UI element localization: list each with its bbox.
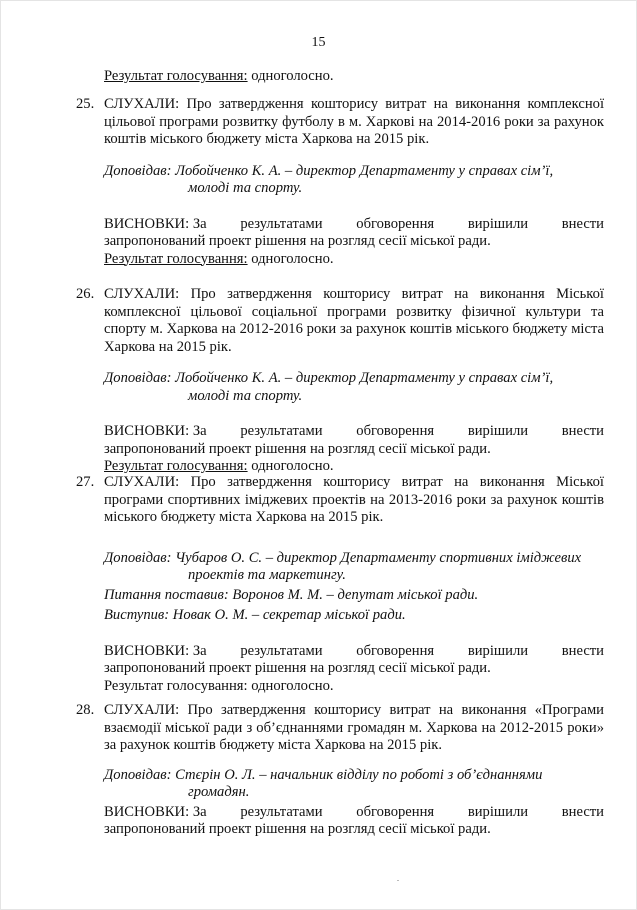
conclusions-word: результатами <box>240 215 323 232</box>
reporter-text: Чубаров О. С. – директор Департаменту спортивних іміджевих <box>175 549 582 566</box>
conclusions-text: запропонований проект рішення на розгляд сесії міської ради. <box>104 440 491 457</box>
conclusions-word: вирішили <box>467 642 529 659</box>
page-number: 15 <box>311 35 326 50</box>
conclusions-word: вирішили <box>467 423 529 439</box>
speaker-line: Виступив: Новак О. М. – секретар міської ради. <box>104 607 406 623</box>
heard-text: Про затвердження кошторису витрат на виконання Міської комплексної цільової соціальної програми розвитку фізичної культури та спорту м. Харкова на 2012-2016 роки за рахунок коштів міського бюджету міста Харкова на 2015 рік. <box>104 286 604 355</box>
conclusions-word: обговорення <box>356 803 435 820</box>
conclusions-text: запропонований проект рішення на розгляд сесії міської ради. <box>104 660 491 676</box>
vote-result-label: Результат голосування: <box>104 68 248 84</box>
scan-speck <box>397 880 399 881</box>
item-number: 25. <box>76 96 95 112</box>
vote-result-previous <box>104 68 334 85</box>
vote-result-label: Результат голосування: <box>104 458 248 474</box>
conclusions-paragraph <box>104 643 604 678</box>
reporter-text: Стєрін О. Л. – начальник відділу по роботі з об’єднаннями <box>175 766 543 783</box>
agenda-item-27 <box>76 474 604 695</box>
heard-label: СЛУХАЛИ: <box>104 474 180 490</box>
conclusions-word: внести <box>561 215 604 232</box>
conclusions-text: запропонований проект рішення на розгляд сесії міської ради. <box>104 821 491 837</box>
conclusions-word: внести <box>561 423 604 439</box>
reporter-label: Доповідав: <box>104 370 172 386</box>
heard-paragraph <box>104 96 604 149</box>
reporter-paragraph <box>104 767 604 802</box>
conclusions-label: ВИСНОВКИ: За <box>104 215 207 232</box>
heard-paragraph <box>104 702 604 755</box>
conclusions-word: обговорення <box>356 215 435 232</box>
reporter-text: Лобойченко К. А. – директор Департаменту у справах сім’ї, <box>175 162 554 179</box>
vote-result: Результат голосування: одноголосно. <box>104 677 334 694</box>
conclusions-word: результатами <box>240 803 323 820</box>
vote-result-value: одноголосно. <box>247 458 334 474</box>
conclusions-word: вирішили <box>467 215 529 232</box>
conclusions-paragraph <box>104 804 604 839</box>
item-number: 28. <box>76 702 95 718</box>
conclusions-paragraph <box>104 423 604 458</box>
reporter-label: Доповідав: <box>104 549 172 566</box>
reporter-text-cont: проектів та маркетингу. <box>188 567 346 583</box>
reporter-paragraph <box>104 163 604 198</box>
vote-result-label: Результат голосування: <box>104 250 248 267</box>
reporter-text-cont: молоді та спорту. <box>188 180 303 196</box>
heard-text: Про затвердження кошторису витрат на виконання Міської програми спортивних іміджевих проектів на 2013-2016 роки за рахунок коштів міського бюджету міста Харкова на 2015 рік. <box>104 474 604 525</box>
heard-paragraph <box>104 474 604 527</box>
question-line: Питання поставив: Воронов М. М. – депутат міської ради. <box>104 586 479 603</box>
reporter-text: Лобойченко К. А. – директор Департаменту у справах сім’ї, <box>175 370 554 386</box>
conclusions-label: ВИСНОВКИ: За <box>104 642 207 659</box>
heard-label: СЛУХАЛИ: <box>104 702 180 718</box>
reporter-paragraph <box>104 550 604 585</box>
heard-text: Про затвердження кошторису витрат на виконання «Програми взаємодії міської ради з об’єднаннями громадян м. Харкова на 2012-2015 роки» за рахунок коштів бюджету міста Харкова на 2015 рік. <box>104 702 604 753</box>
vote-result <box>104 458 604 476</box>
conclusions-word: внести <box>561 803 604 820</box>
agenda-item-25 <box>76 96 604 268</box>
conclusions-word: результатами <box>240 642 323 659</box>
conclusions-word: вирішили <box>467 803 529 820</box>
vote-result <box>104 251 604 269</box>
conclusions-label: ВИСНОВКИ: За <box>104 803 207 820</box>
reporter-text-cont: громадян. <box>188 784 250 800</box>
conclusions-paragraph <box>104 216 604 251</box>
agenda-item-26 <box>76 286 604 476</box>
reporter-label: Доповідав: <box>104 766 172 783</box>
conclusions-label: ВИСНОВКИ: За <box>104 423 207 439</box>
conclusions-word: обговорення <box>356 642 435 659</box>
item-number: 26. <box>76 286 95 302</box>
conclusions-word: внести <box>561 642 604 659</box>
reporter-paragraph <box>104 370 604 405</box>
reporter-label: Доповідав: <box>104 162 172 179</box>
vote-result-value: одноголосно. <box>247 68 334 84</box>
conclusions-word: обговорення <box>356 423 435 439</box>
heard-paragraph <box>104 286 604 356</box>
heard-label: СЛУХАЛИ: <box>104 96 180 112</box>
conclusions-word: результатами <box>240 423 323 439</box>
item-number: 27. <box>76 474 95 490</box>
vote-result-value: одноголосно. <box>247 250 334 267</box>
heard-label: СЛУХАЛИ: <box>104 286 180 302</box>
conclusions-text: запропонований проект рішення на розгляд сесії міської ради. <box>104 233 491 249</box>
reporter-text-cont: молоді та спорту. <box>188 387 303 404</box>
agenda-item-28 <box>76 702 604 839</box>
heard-text: Про затвердження кошторису витрат на виконання комплексної цільової програми розвитку футболу в м. Харкові на 2014-2016 роки за рахунок коштів міського бюджету міста Харкова на 2015 рік. <box>104 96 604 147</box>
